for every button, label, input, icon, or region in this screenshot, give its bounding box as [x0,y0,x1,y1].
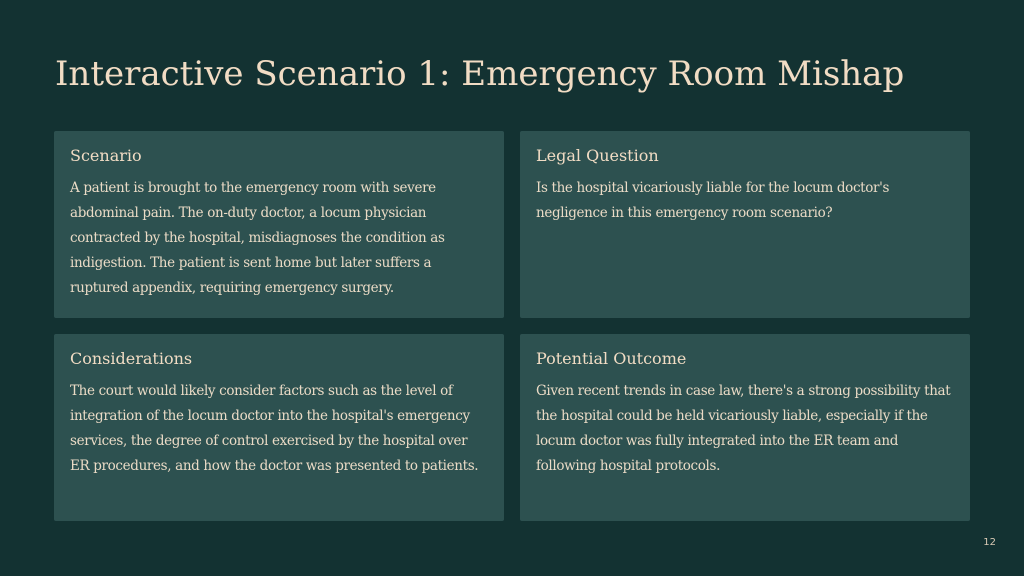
potential-outcome-heading: Potential Outcome [536,349,687,368]
considerations-body: The court would likely consider factors such as the level of integration of the locum doctor into the hospital's emergency services, the degree of control exercised by the hospital over ER procedures, and how the doctor was presented to patients. [70,383,479,474]
potential-outcome-card [520,334,970,521]
slide-title: Interactive Scenario 1: Emergency Room Mishap [55,54,905,94]
legal-question-card [520,131,970,318]
considerations-heading: Considerations [70,349,193,368]
considerations-card [54,334,504,521]
scenario-body: A patient is brought to the emergency room with severe abdominal pain. The on-duty doctor, a locum physician contracted by the hospital, misdiagnoses the condition as indigestion. The patient is sent home but later suffers a ruptured appendix, requiring emergency surgery. [70,180,445,296]
scenario-card [54,131,504,318]
legal-question-body: Is the hospital vicariously liable for the locum doctor's negligence in this emergency room scenario? [536,180,890,221]
legal-question-heading: Legal Question [536,146,659,165]
page-number: 12 [983,537,996,548]
scenario-heading: Scenario [70,146,142,165]
potential-outcome-body: Given recent trends in case law, there's a strong possibility that the hospital could be held vicariously liable, especially if the locum doctor was fully integrated into the ER team and following hospital protocols. [536,383,951,474]
